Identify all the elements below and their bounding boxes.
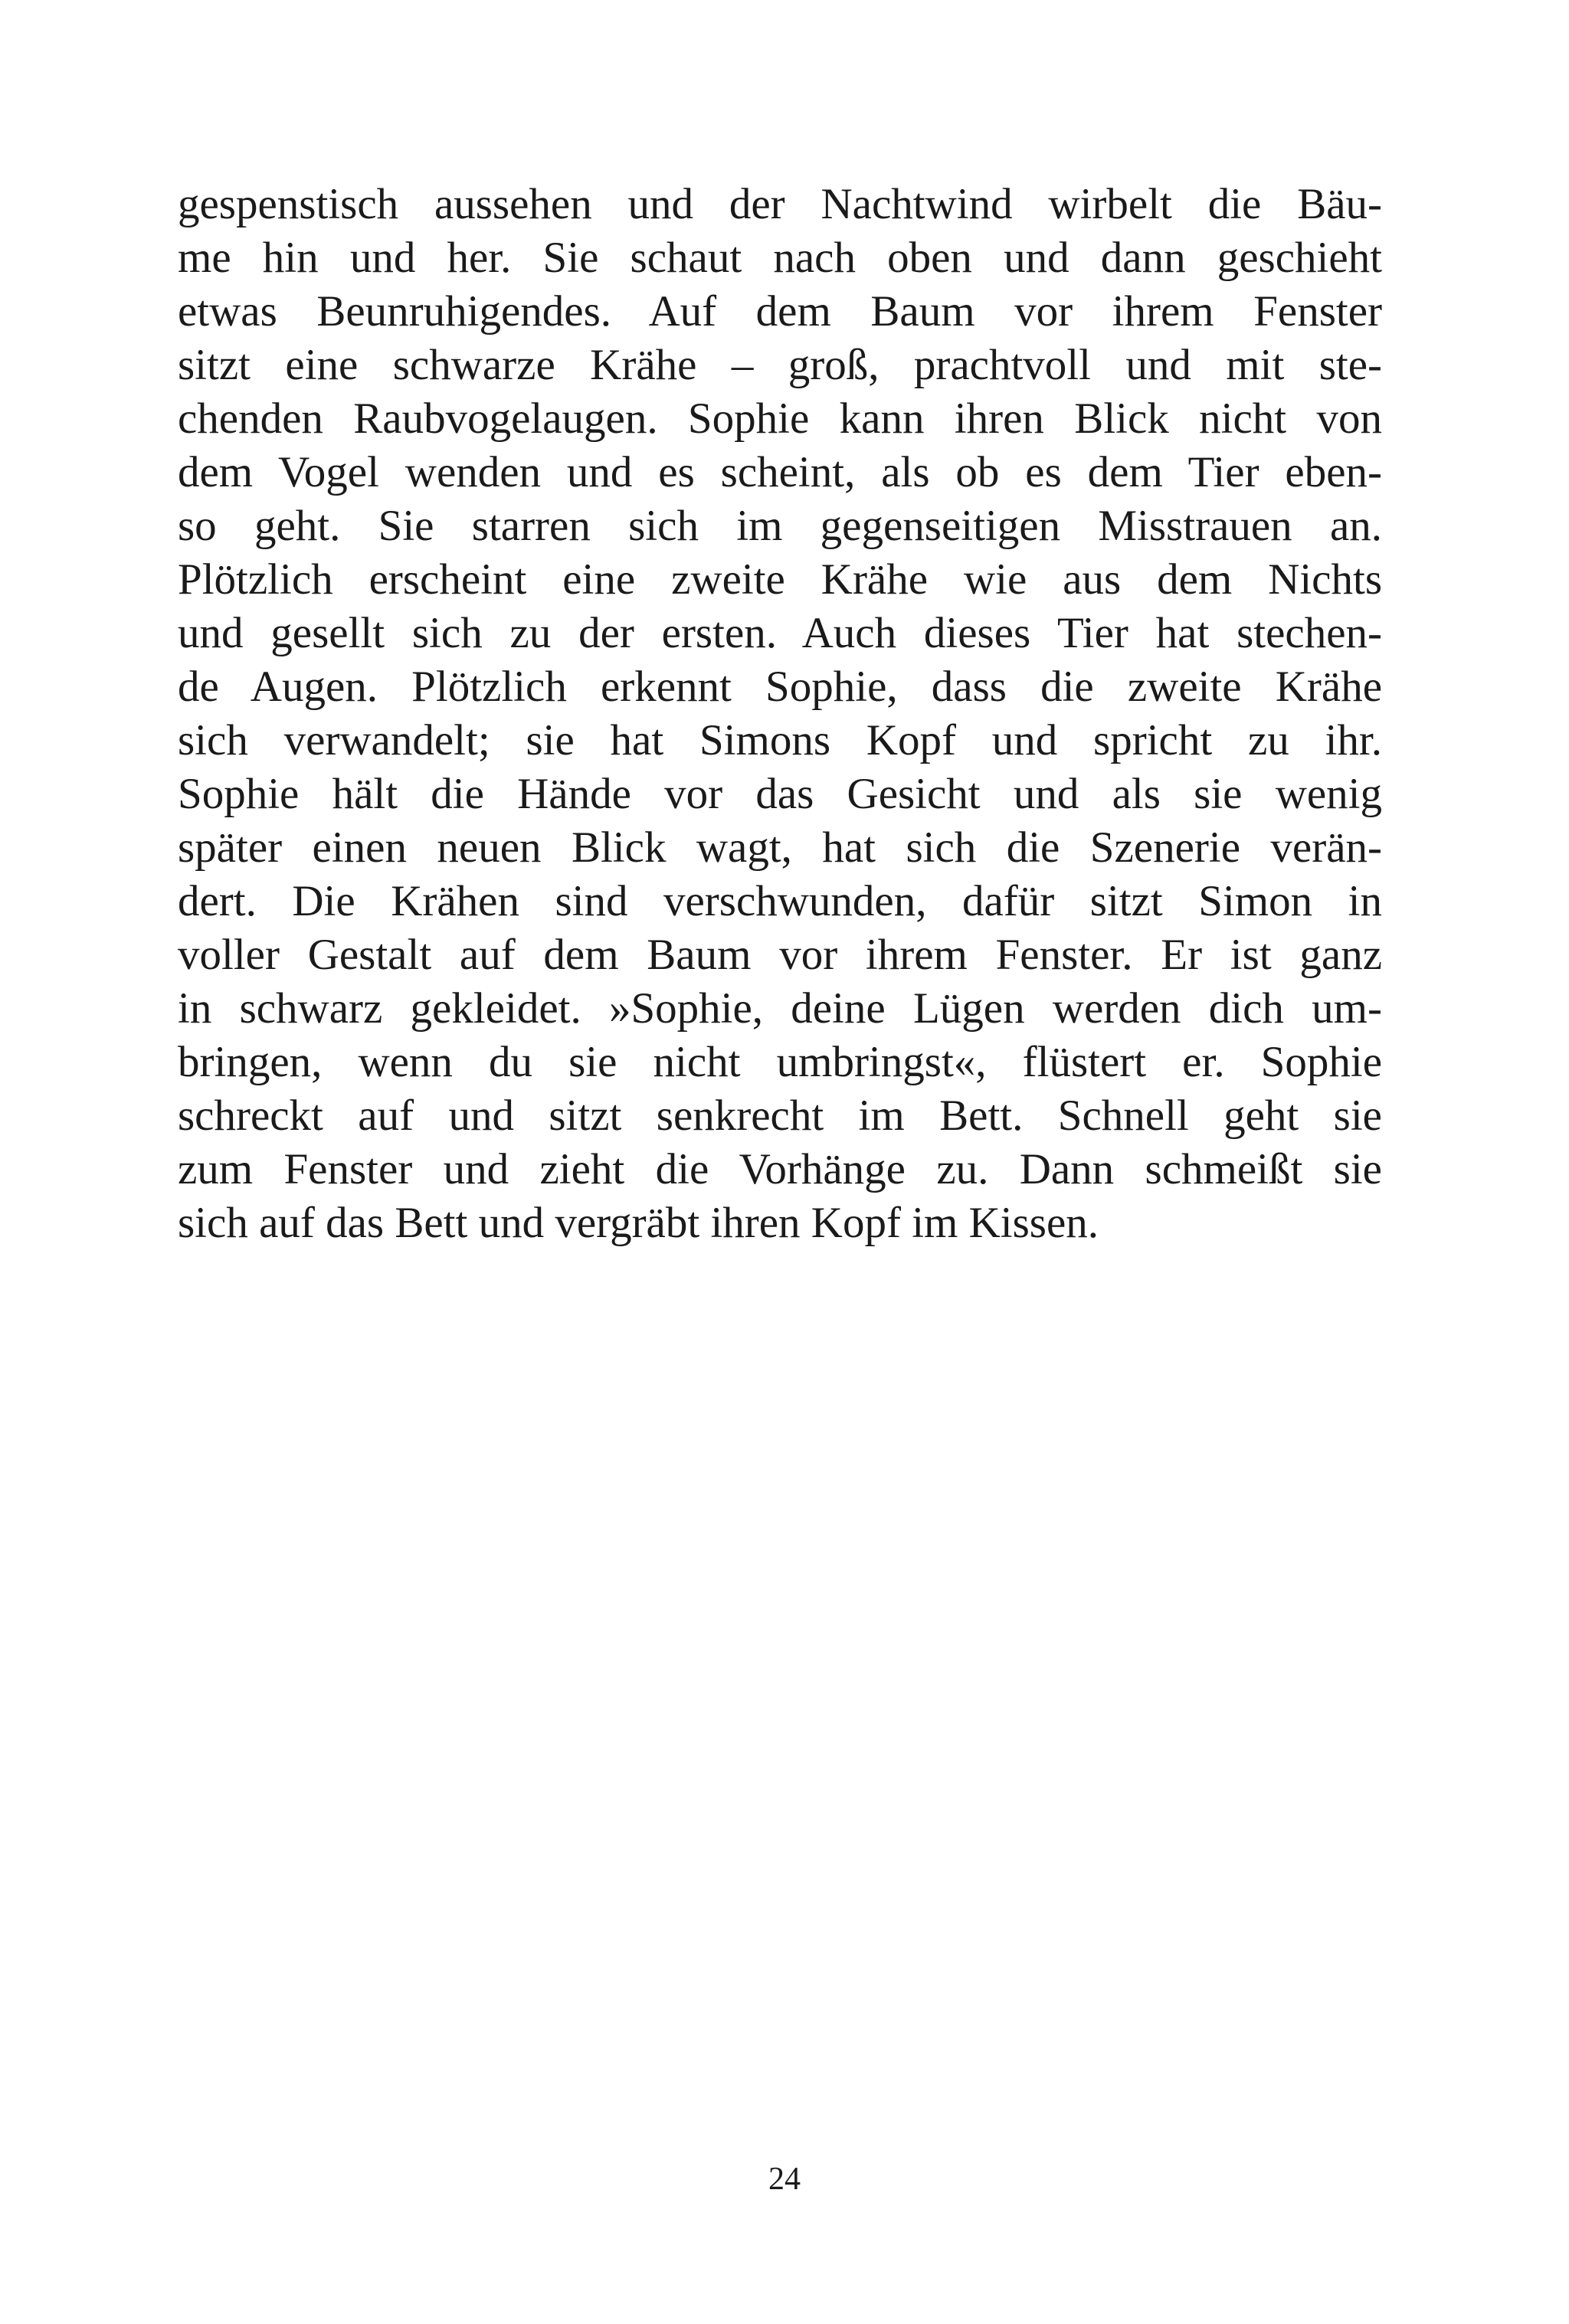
text-line: Plötzlich erscheint eine zweite Krähe wie aus dem Nichts [178, 555, 1382, 604]
text-line: dert. Die Krähen sind verschwunden, dafür sitzt Simon in [178, 877, 1382, 925]
text-line: sich verwandelt; sie hat Simons Kopf und spricht zu ihr. [178, 716, 1382, 764]
text-line: dem Vogel wenden und es scheint, als ob es dem Tier eben- [178, 448, 1382, 496]
text-line: sitzt eine schwarze Krähe – groß, prachtvoll und mit ste- [178, 341, 1382, 389]
text-line: etwas Beunruhigendes. Auf dem Baum vor ihrem Fenster [178, 287, 1382, 336]
text-line: de Augen. Plötzlich erkennt Sophie, dass die zweite Krähe [178, 663, 1382, 711]
text-line: später einen neuen Blick wagt, hat sich die Szenerie verän- [178, 823, 1382, 872]
text-line: me hin und her. Sie schaut nach oben und dann geschieht [178, 234, 1382, 282]
text-line: gespenstisch aussehen und der Nachtwind wirbelt die Bäu- [178, 180, 1382, 228]
text-line: Sophie hält die Hände vor das Gesicht und als sie wenig [178, 770, 1382, 818]
text-line: in schwarz gekleidet. »Sophie, deine Lügen werden dich um- [178, 984, 1382, 1033]
body-text [178, 178, 1382, 1250]
text-line: zum Fenster und zieht die Vorhänge zu. Dann schmeißt sie [178, 1145, 1382, 1193]
text-line: schreckt auf und sitzt senkrecht im Bett. Schnell geht sie [178, 1092, 1382, 1140]
text-line: so geht. Sie starren sich im gegenseitigen Misstrauen an. [178, 502, 1382, 550]
text-line: bringen, wenn du sie nicht umbringst«, flüstert er. Sophie [178, 1038, 1382, 1086]
page-number: 24 [768, 2162, 801, 2197]
text-line: und gesellt sich zu der ersten. Auch dieses Tier hat stechen- [178, 609, 1382, 657]
text-line: sich auf das Bett und vergräbt ihren Kopf im Kissen. [178, 1199, 1099, 1247]
text-line: chenden Raubvogelaugen. Sophie kann ihren Blick nicht von [178, 394, 1382, 443]
text-line: voller Gestalt auf dem Baum vor ihrem Fenster. Er ist ganz [178, 931, 1382, 979]
